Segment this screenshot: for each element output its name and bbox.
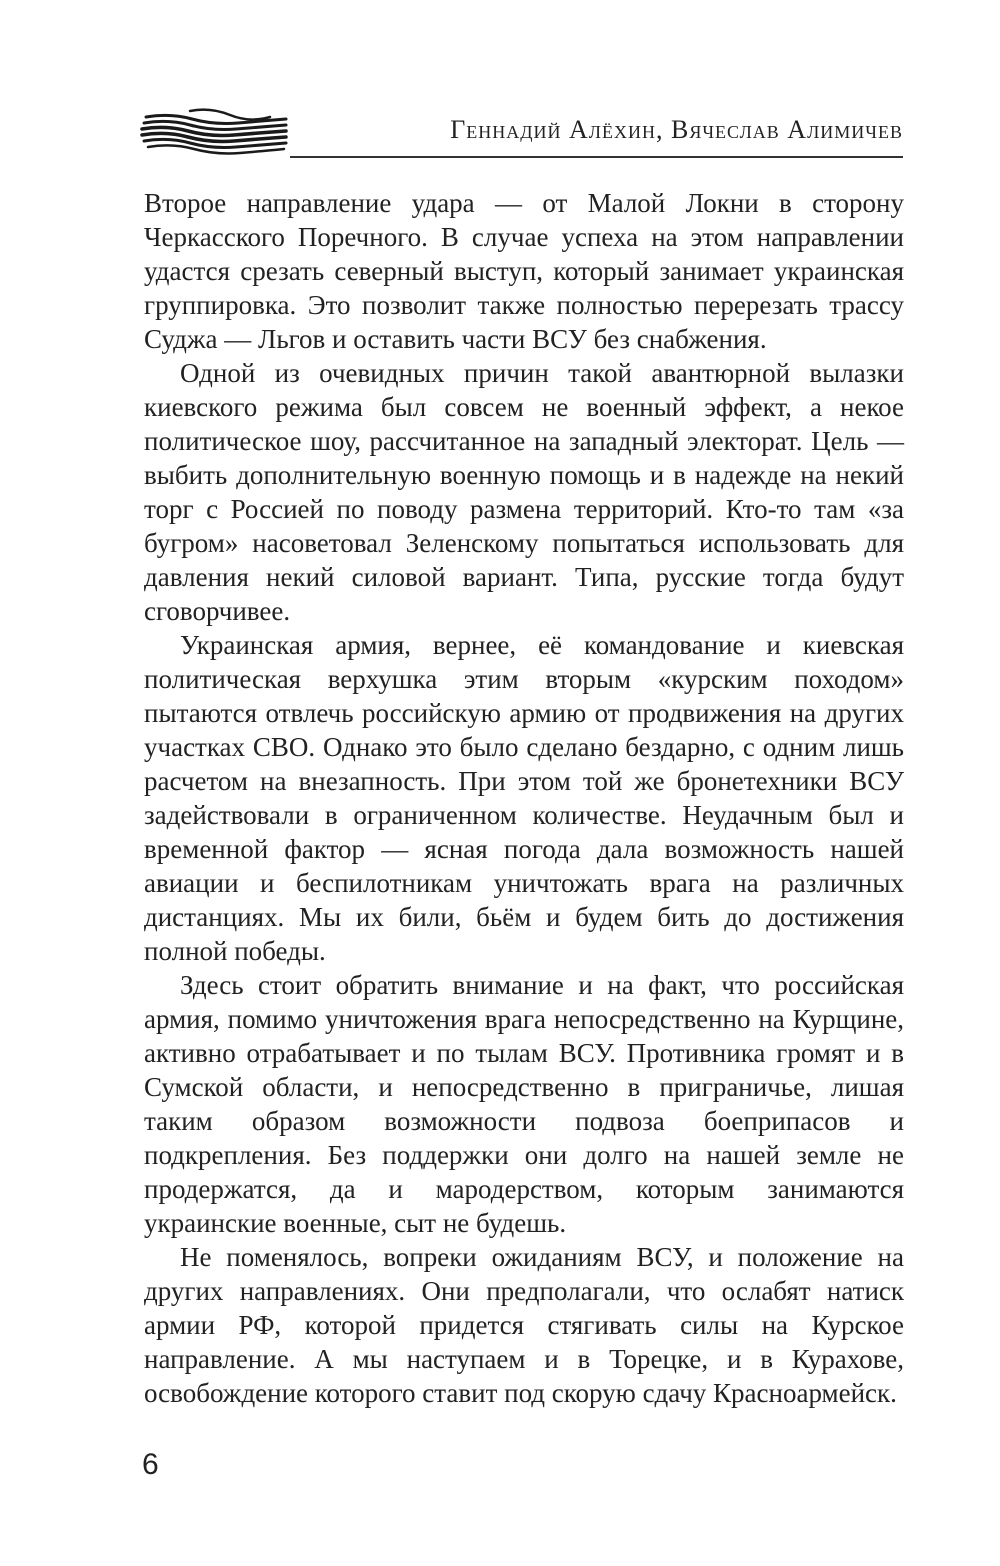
body-text (144, 186, 904, 1410)
running-head-authors: Геннадий Алёхин, Вячеслав Алимичев (450, 115, 903, 144)
wavy-stripes-icon (140, 103, 290, 157)
paragraph: Не поменялось, вопреки ожиданиям ВСУ, и положение на других направлениях. Они предполагали, что ослабят натиск армии РФ, которой придется стягивать силы на Курское направление. А мы наступаем и в Торецке, и в Курахове, освобождение которого ставит под скорую сдачу Красноармейск. (144, 1242, 904, 1408)
paragraph: Одной из очевидных причин такой авантюрной вылазки киевского режима был совсем не военный эффект, а некое политическое шоу, рассчитанное на западный электорат. Цель — выбить дополнительную военную помощь и в надежде на некий торг с Россией по поводу размена территорий. Кто-то там «за бугром» насоветовал Зеленскому попытаться использовать для давления некий силовой вариант. Типа, русские тогда будут сговорчивее. (144, 358, 904, 626)
running-header (140, 95, 903, 165)
page-number: 6 (142, 1448, 159, 1481)
header-rule (290, 156, 903, 158)
paragraph: Здесь стоит обратить внимание и на факт, что российская армия, помимо уничтожения врага непосредственно на Курщине, активно отрабатывает и по тылам ВСУ. Противника громят и в Сумской области, и непосредственно в приграничье, лишая таким образом возможности подвоза боеприпасов и подкрепления. Без поддержки они долго на нашей земле не продержатся, да и мародерством, которым занимаются украинские военные, сыт не будешь. (144, 970, 904, 1238)
paragraph: Украинская армия, вернее, её командование и киевская политическая верхушка этим вторым «курским походом» пытаются отвлечь российскую армию от продвижения на других участках СВО. Однако это было сделано бездарно, с одним лишь расчетом на внезапность. При этом той же бронетехники ВСУ задействовали в ограниченном количестве. Неудачным был и временной фактор — ясная погода дала возможность нашей авиации и беспилотникам уничтожать врага на различных дистанциях. Мы их били, бьём и будем бить до достижения полной победы. (144, 630, 904, 966)
paragraph: Второе направление удара — от Малой Локни в сторону Черкасского Поречного. В случае успеха на этом направлении удастся срезать северный выступ, который занимает украинская группировка. Это позволит также полностью перерезать трассу Суджа — Льгов и оставить части ВСУ без снабжения. (144, 188, 904, 354)
